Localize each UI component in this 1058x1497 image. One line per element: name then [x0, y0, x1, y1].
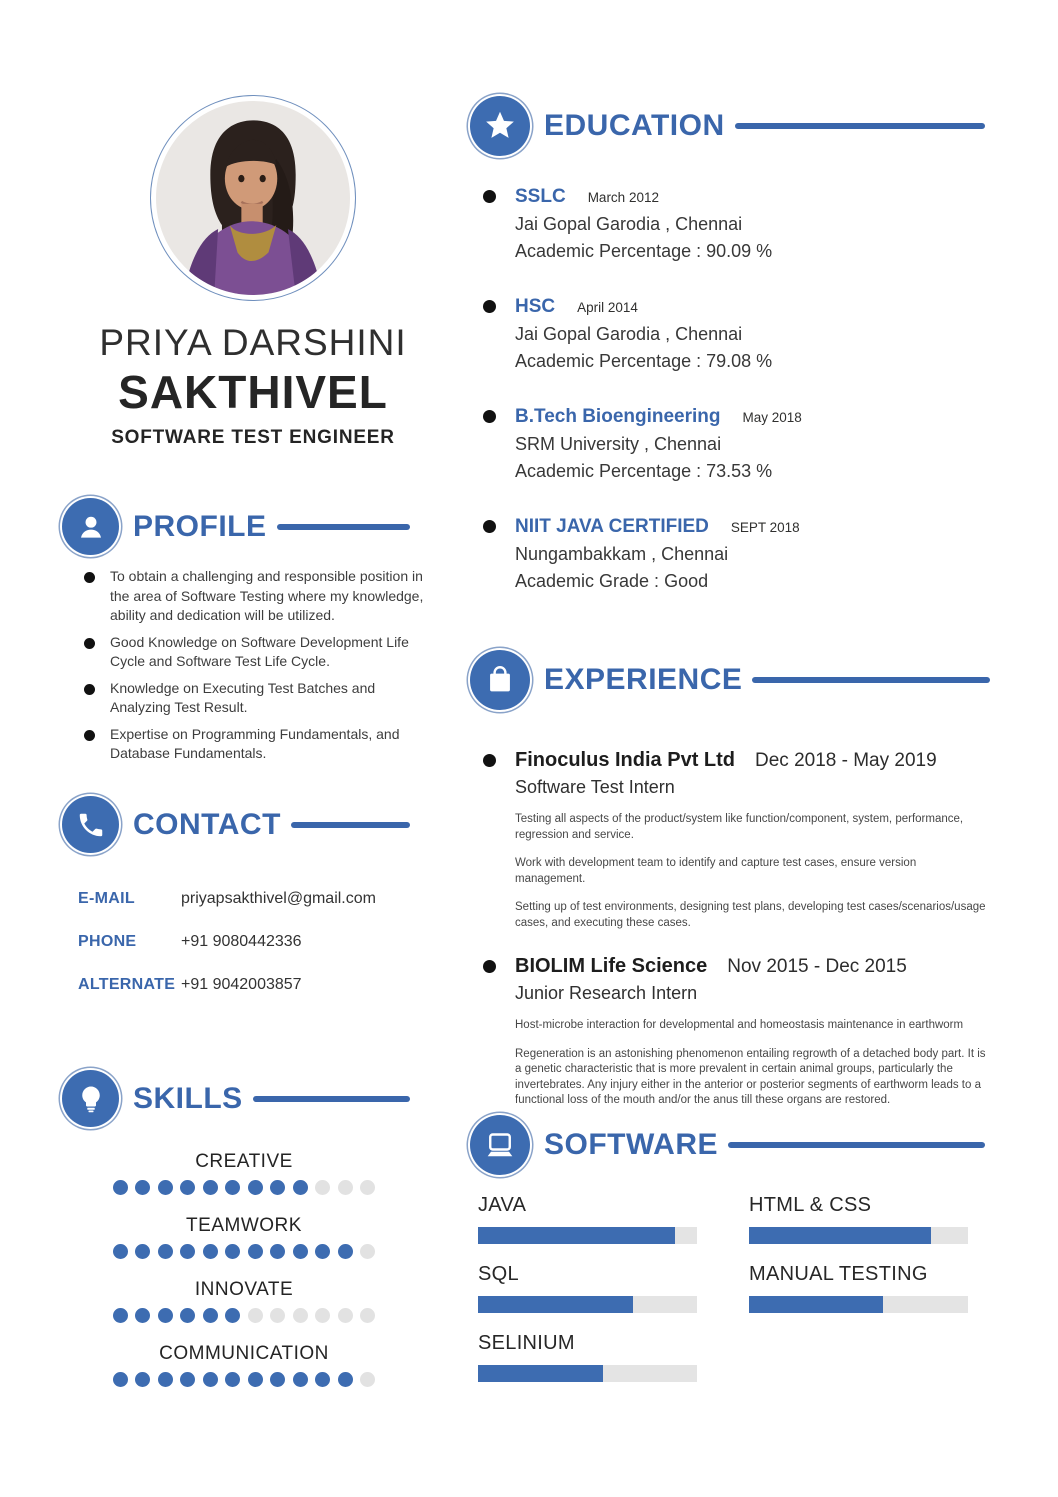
- rating-dot: [293, 1372, 308, 1387]
- contact-row: [62, 932, 410, 952]
- software-skill: [478, 1331, 697, 1382]
- academic-result: Academic Percentage : 79.08 %: [515, 350, 773, 371]
- profile-bullet-list: [62, 567, 437, 764]
- institution: SRM University , Chennai: [515, 434, 722, 454]
- bullet-dot: [483, 410, 496, 423]
- rating-dot: [270, 1372, 285, 1387]
- rating-dot: [293, 1244, 308, 1259]
- software-section: [470, 1115, 985, 1382]
- profile-bullet: Knowledge on Executing Test Batches and Analyzing Test Result.: [62, 679, 437, 718]
- rating-dot: [225, 1180, 240, 1195]
- rating-dot: [180, 1372, 195, 1387]
- rating-dot: [158, 1372, 173, 1387]
- experience-description: Regeneration is an astonishing phenomenon entailing regrowth of a detached body part. It is a genetic characteristic that is more prevalent in certain animal groups, particularly the invertebrates. Any injury either in the anterior or posterior segments of earthworm leads to a functional loss of the mouth and/or the anus till these organs are restored.: [515, 1047, 986, 1106]
- experience-description: Host-microbe interaction for developmental and homeostasis maintenance in earthworm: [515, 1019, 964, 1031]
- contact-label: PHONE: [78, 933, 137, 950]
- profile-bullet: To obtain a challenging and responsible position in the area of Software Testing where my knowledge, ability and dedication will be utilized.: [62, 567, 437, 626]
- rating-dot: [113, 1308, 128, 1323]
- name-first: PRIYA DARSHINI: [99, 322, 407, 363]
- contact-header-rule: [291, 822, 410, 828]
- academic-result: Academic Grade : Good: [515, 570, 709, 591]
- education-title: EDUCATION: [544, 109, 725, 142]
- skill-label: CREATIVE: [195, 1151, 293, 1172]
- rating-dot: [203, 1372, 218, 1387]
- profile-photo-ring: [150, 95, 356, 301]
- skill-item: [113, 1279, 375, 1323]
- software-skills-grid: [470, 1193, 985, 1382]
- rating-dot: [293, 1308, 308, 1323]
- job-title: SOFTWARE TEST ENGINEER: [111, 427, 395, 448]
- rating-dot: [270, 1180, 285, 1195]
- education-section: [470, 96, 985, 623]
- name-last: SAKTHIVEL: [118, 366, 388, 418]
- rating-dot: [225, 1372, 240, 1387]
- rating-dot: [225, 1244, 240, 1259]
- rating-dot: [360, 1372, 375, 1387]
- skills-list: [113, 1151, 375, 1387]
- laptop-icon: [470, 1115, 530, 1175]
- star-icon: [470, 96, 530, 156]
- skill-rating-dots: [113, 1244, 375, 1259]
- progress-track: [749, 1296, 968, 1313]
- progress-track: [478, 1365, 697, 1382]
- rating-dot: [113, 1180, 128, 1195]
- rating-dot: [180, 1244, 195, 1259]
- rating-dot: [135, 1308, 150, 1323]
- software-skill: [478, 1193, 697, 1244]
- software-skill-label: JAVA: [478, 1194, 527, 1216]
- experience-description: Setting up of test environments, designing test plans, developing test cases/scenarios/usage cases, and executing these cases.: [515, 901, 986, 929]
- rating-dot: [248, 1372, 263, 1387]
- email-value: priyapsakthivel@gmail.com: [181, 890, 376, 907]
- institution: Jai Gopal Garodia , Chennai: [515, 324, 743, 344]
- rating-dot: [135, 1180, 150, 1195]
- bullet-dot: [483, 754, 496, 767]
- experience-description: Testing all aspects of the product/system like function/component, system, performance, regression and service.: [515, 813, 964, 841]
- institution: Jai Gopal Garodia , Chennai: [515, 214, 743, 234]
- education-entries: [470, 183, 985, 594]
- contact-label: ALTERNATE: [78, 976, 176, 993]
- rating-dot: [135, 1372, 150, 1387]
- rating-dot: [135, 1244, 150, 1259]
- bullet-dot: [84, 730, 95, 741]
- rating-dot: [113, 1372, 128, 1387]
- contact-label: E-MAIL: [78, 890, 135, 907]
- software-skill-label: HTML & CSS: [749, 1194, 872, 1216]
- rating-dot: [360, 1244, 375, 1259]
- rating-dot: [248, 1180, 263, 1195]
- phone-value: +91 9080442336: [181, 933, 302, 950]
- contact-row: [62, 889, 410, 909]
- skills-section: [62, 1070, 410, 1407]
- progress-fill: [478, 1365, 603, 1382]
- contact-header: [62, 796, 410, 853]
- rating-dot: [338, 1244, 353, 1259]
- rating-dot: [315, 1372, 330, 1387]
- rating-dot: [315, 1244, 330, 1259]
- rating-dot: [203, 1308, 218, 1323]
- experience-header: [470, 650, 990, 710]
- skill-rating-dots: [113, 1372, 375, 1387]
- progress-fill: [478, 1227, 675, 1244]
- bullet-dot: [483, 520, 496, 533]
- software-skill-label: SQL: [478, 1263, 519, 1285]
- experience-entry: [470, 747, 990, 931]
- experience-entry: [470, 953, 990, 1109]
- bullet-dot: [483, 300, 496, 313]
- profile-bullet: Good Knowledge on Software Development Life Cycle and Software Test Life Cycle.: [62, 633, 437, 672]
- experience-title: EXPERIENCE: [544, 663, 743, 696]
- degree-title: HSC: [515, 296, 556, 317]
- software-skill: [478, 1262, 697, 1313]
- academic-result: Academic Percentage : 73.53 %: [515, 460, 773, 481]
- contact-title: CONTACT: [133, 807, 281, 841]
- institution: Nungambakkam , Chennai: [515, 544, 729, 564]
- briefcase-icon: [470, 650, 530, 710]
- academic-result: Academic Percentage : 90.09 %: [515, 240, 773, 261]
- position-title: Software Test Intern: [515, 777, 675, 797]
- profile-title: PROFILE: [133, 509, 267, 543]
- skill-label: COMMUNICATION: [159, 1343, 329, 1364]
- rating-dot: [293, 1180, 308, 1195]
- software-title: SOFTWARE: [544, 1128, 718, 1161]
- skill-item: [113, 1215, 375, 1259]
- profile-section: [62, 498, 437, 771]
- rating-dot: [338, 1308, 353, 1323]
- contact-section: [62, 796, 410, 1018]
- skill-rating-dots: [113, 1180, 375, 1195]
- skill-item: [113, 1343, 375, 1387]
- name-block: [58, 322, 448, 449]
- software-skill: [749, 1262, 968, 1313]
- degree-date: March 2012: [587, 190, 659, 205]
- rating-dot: [315, 1308, 330, 1323]
- progress-track: [478, 1227, 697, 1244]
- rating-dot: [180, 1308, 195, 1323]
- person-icon: [62, 498, 119, 555]
- company-name: BIOLIM Life Science: [515, 955, 708, 977]
- degree-title: NIIT JAVA CERTIFIED: [515, 516, 709, 537]
- contact-row: [62, 975, 410, 995]
- profile-header-rule: [277, 524, 410, 530]
- degree-date: May 2018: [742, 410, 802, 425]
- profile-header: [62, 498, 410, 555]
- progress-track: [749, 1227, 968, 1244]
- software-skill-label: SELINIUM: [478, 1332, 575, 1354]
- education-header: [470, 96, 985, 156]
- skills-header-rule: [253, 1096, 410, 1102]
- employment-dates: Nov 2015 - Dec 2015: [727, 956, 907, 977]
- education-entry: [470, 183, 985, 264]
- progress-fill: [749, 1296, 883, 1313]
- education-header-rule: [735, 123, 985, 129]
- rating-dot: [270, 1244, 285, 1259]
- progress-fill: [478, 1296, 633, 1313]
- skill-rating-dots: [113, 1308, 375, 1323]
- rating-dot: [338, 1180, 353, 1195]
- rating-dot: [360, 1180, 375, 1195]
- rating-dot: [203, 1244, 218, 1259]
- portrait-illustration: [156, 101, 350, 295]
- rating-dot: [338, 1372, 353, 1387]
- bullet-dot: [483, 960, 496, 973]
- rating-dot: [158, 1180, 173, 1195]
- software-header-rule: [728, 1142, 985, 1148]
- software-skill-label: MANUAL TESTING: [749, 1263, 928, 1285]
- rating-dot: [158, 1244, 173, 1259]
- skills-header: [62, 1070, 410, 1127]
- education-entry: [470, 403, 985, 484]
- rating-dot: [113, 1244, 128, 1259]
- progress-track: [478, 1296, 697, 1313]
- education-entry: [470, 513, 985, 594]
- experience-description: Work with development team to identify and capture test cases, ensure version management.: [515, 857, 917, 885]
- education-entry: [470, 293, 985, 374]
- rating-dot: [180, 1180, 195, 1195]
- rating-dot: [270, 1308, 285, 1323]
- profile-photo: [156, 101, 350, 295]
- rating-dot: [203, 1180, 218, 1195]
- degree-date: SEPT 2018: [730, 520, 800, 535]
- contact-rows: [62, 889, 410, 995]
- rating-dot: [248, 1308, 263, 1323]
- skill-label: INNOVATE: [194, 1279, 294, 1300]
- phone-icon: [62, 796, 119, 853]
- experience-section: [470, 650, 990, 1131]
- degree-title: SSLC: [515, 186, 566, 207]
- rating-dot: [248, 1244, 263, 1259]
- experience-header-rule: [752, 677, 990, 683]
- bullet-dot: [84, 638, 95, 649]
- software-header: [470, 1115, 985, 1175]
- skill-item: [113, 1151, 375, 1195]
- skills-title: SKILLS: [133, 1081, 243, 1115]
- rating-dot: [158, 1308, 173, 1323]
- rating-dot: [225, 1308, 240, 1323]
- company-name: Finoculus India Pvt Ltd: [515, 749, 735, 771]
- degree-title: B.Tech Bioengineering: [515, 406, 721, 427]
- skill-label: TEAMWORK: [186, 1215, 302, 1236]
- bullet-dot: [84, 572, 95, 583]
- degree-date: April 2014: [577, 300, 638, 315]
- rating-dot: [360, 1308, 375, 1323]
- experience-entries: [470, 747, 990, 1109]
- profile-bullet: Expertise on Programming Fundamentals, and Database Fundamentals.: [62, 725, 437, 764]
- position-title: Junior Research Intern: [515, 983, 698, 1003]
- employment-dates: Dec 2018 - May 2019: [755, 750, 937, 771]
- bullet-dot: [84, 684, 95, 695]
- lightbulb-icon: [62, 1070, 119, 1127]
- rating-dot: [315, 1180, 330, 1195]
- software-skill: [749, 1193, 968, 1244]
- progress-fill: [749, 1227, 931, 1244]
- alternate-phone-value: +91 9042003857: [181, 976, 302, 993]
- bullet-dot: [483, 190, 496, 203]
